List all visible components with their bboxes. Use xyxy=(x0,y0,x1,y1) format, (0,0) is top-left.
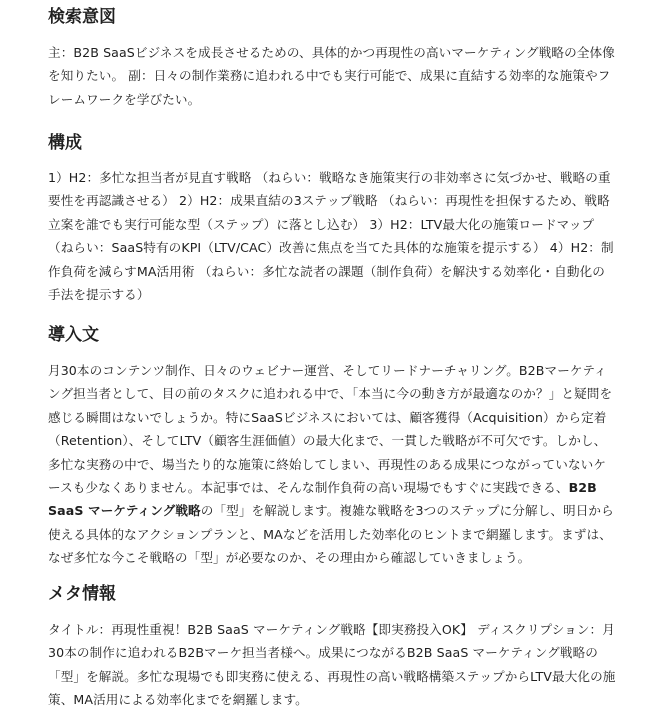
meta-body: タイトル：再現性重視！B2B SaaS マーケティング戦略【即実務投入OK】 ディスクリプション：月30本の制作に追われるB2Bマーケ担当者様へ。成果につながるB2B SaaS マーケティング戦略の「型」を解説。多忙な現場でも即実務に使える、再現性の高い戦略構築ステップからLTV最大化の施策、MA活用による効率化までを網羅します。 xyxy=(48,622,616,708)
search-intent-heading: 検索意図 xyxy=(48,7,116,27)
introduction-body xyxy=(48,359,616,570)
search-intent-body: 主：B2B SaaSビジネスを成長させるための、具体的かつ再現性の高いマーケティング戦略の全体像を知りたい。 副：日々の制作業務に追われる中でも実行可能で、成果に直結する効率的な施策やフレームワークを学びたい。 xyxy=(48,45,615,107)
introduction-body-before: 月30本のコンテンツ制作、日々のウェビナー運営、そしてリードナーチャリング。B2Bマーケティング担当者として、目の前のタスクに追われる中で、「本当に今の動き方が最適なのか？」と疑問を感じる瞬間はないでしょうか。特にSaaSビジネスにおいては、顧客獲得（Acquisition）から定着（Retention）、そしてLTV（顧客生涯価値）の最大化まで、一貫した戦略が不可欠です。しかし、多忙な実務の中で、場当たり的な施策に終始してしまい、再現性のある成果につながっていないケースも少なくありません。本記事では、そんな制作負荷の高い現場でもすぐに実践できる、 xyxy=(48,363,613,496)
structure-section xyxy=(48,132,616,306)
search-intent-section xyxy=(48,6,616,111)
structure-heading: 構成 xyxy=(48,133,82,153)
meta-heading: メタ情報 xyxy=(48,584,116,604)
introduction-body-after: の「型」を解説します。複雑な戦略を3つのステップに分解し、明日から使える具体的なアクションプランと、MAなどを活用した効率化のヒントまで網羅します。まずは、なぜ多忙な今こそ戦略の「型」が必要なのか、その理由から確認していきましょう。 xyxy=(48,503,614,566)
introduction-heading: 導入文 xyxy=(48,325,99,345)
structure-body: 1）H2：多忙な担当者が見直す戦略 （ねらい：戦略なき施策実行の非効率さに気づかせ、戦略の重要性を再認識させる） 2）H2：成果直結の3ステップ戦略 （ねらい：再現性を担保するため、戦略立案を誰でも実行可能な型（ステップ）に落とし込む） 3）H2：LTV最大化の施策ロードマップ （ねらい：SaaS特有のKPI（LTV/CAC）改善に焦点を当てた具体的な施策を提示する） 4）H2：制作負荷を減らすMA活用術 （ねらい：多忙な読者の課題（制作負荷）を解決する効率化・自動化の手法を提示する） xyxy=(48,170,614,303)
introduction-body-keyword: B2B SaaS マーケティング戦略 xyxy=(48,480,597,519)
meta-section xyxy=(48,583,616,712)
introduction-section xyxy=(48,324,616,570)
